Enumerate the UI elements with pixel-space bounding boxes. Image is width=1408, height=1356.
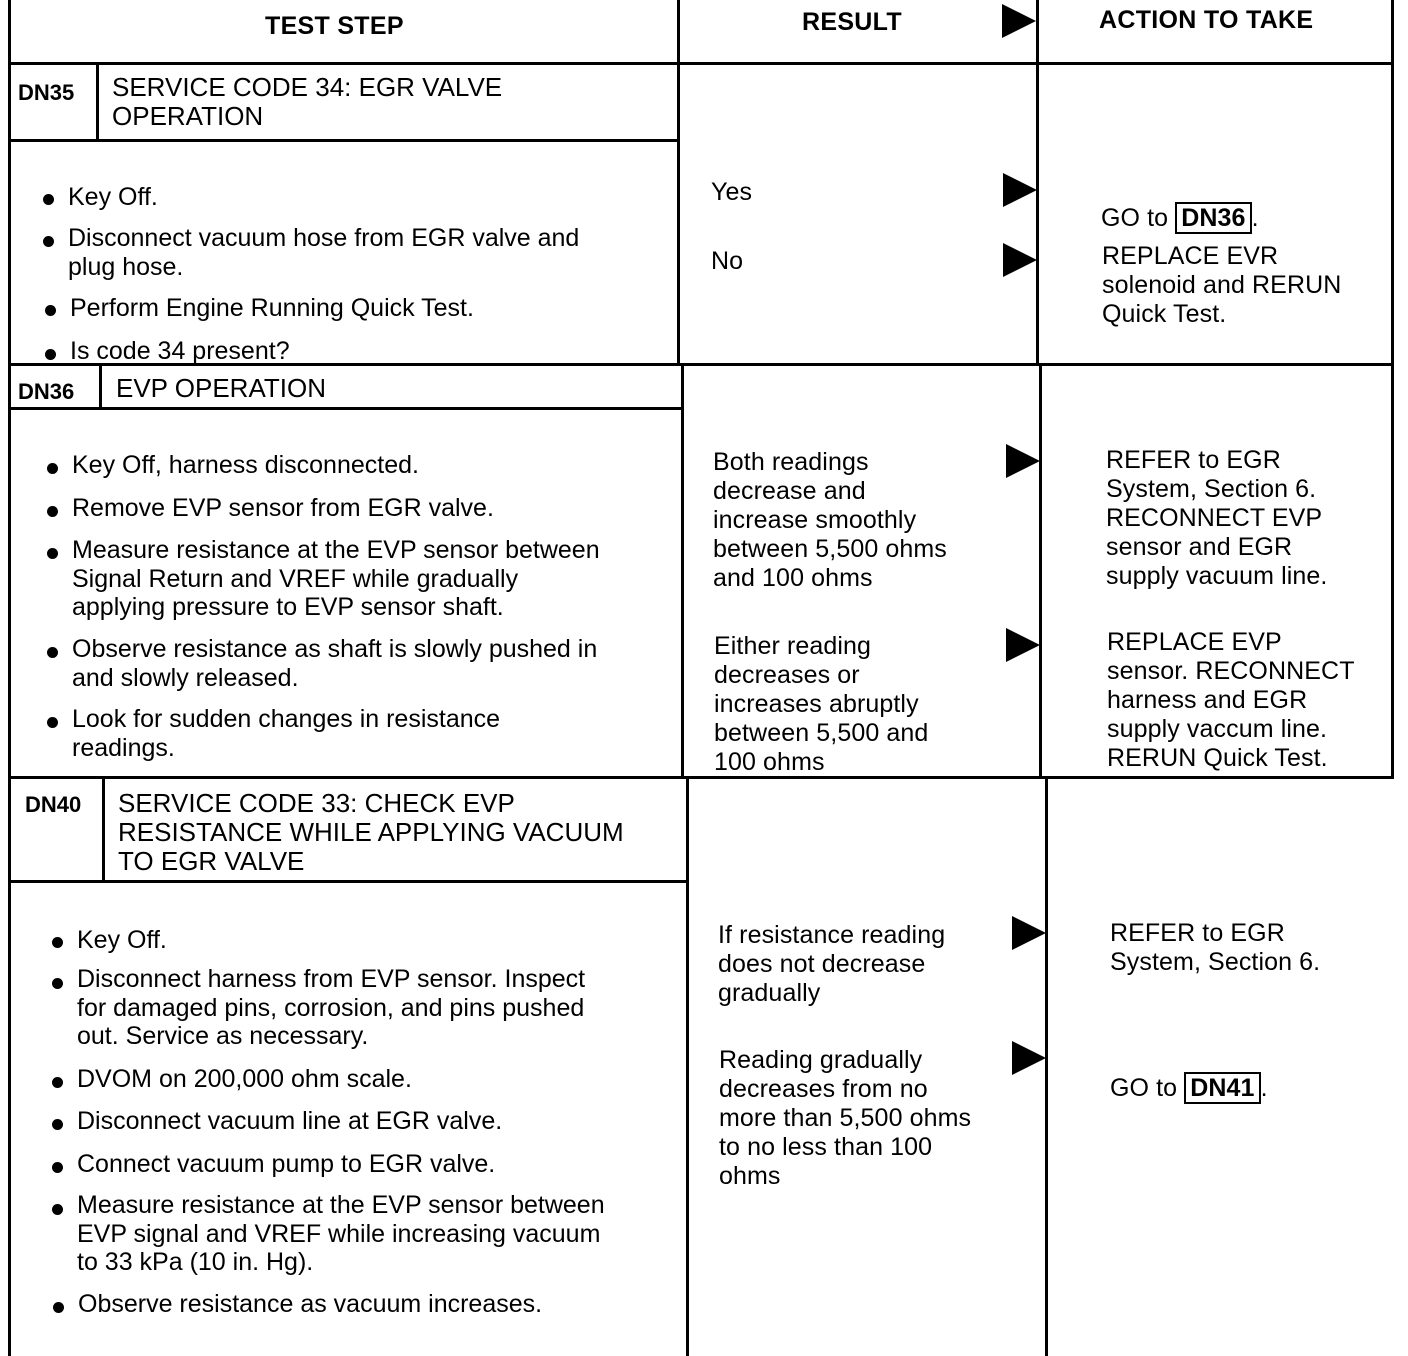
test-step-bullet: Connect vacuum pump to EGR valve. [77, 1150, 496, 1178]
result-arrow-icon [1006, 444, 1040, 478]
bullet-icon [52, 937, 63, 948]
column-divider-test-result [686, 778, 689, 1356]
step-reference-link[interactable]: DN36 [1175, 202, 1251, 234]
result-arrow-icon [1003, 243, 1037, 277]
test-step-bullet: Measure resistance at the EVP sensor between EVP signal and VREF while increasing vacuum to 33 kPa (10 in. Hg). [77, 1191, 605, 1276]
bullet-icon [47, 647, 58, 658]
bullet-icon [45, 305, 56, 316]
action-text: REPLACE EVR solenoid and RERUN Quick Test. [1102, 242, 1342, 328]
test-step-bullet: DVOM on 200,000 ohm scale. [77, 1065, 412, 1093]
result-text: Reading gradually decreases from no more than 5,500 ohms to no less than 100 ohms [719, 1046, 972, 1190]
step-title: SERVICE CODE 33: CHECK EVP RESISTANCE WHILE APPLYING VACUUM TO EGR VALVE [118, 788, 624, 876]
test-step-bullet: Look for sudden changes in resistance readings. [72, 705, 501, 762]
test-step-bullet: Key Off, harness disconnected. [72, 451, 419, 479]
result-arrow-icon [1012, 916, 1046, 950]
title-box-rule [8, 407, 682, 410]
result-text: Both readings decrease and increase smoothly between 5,500 ohms and 100 ohms [713, 448, 947, 592]
test-step-bullet: Disconnect vacuum hose from EGR valve and plug hose. [68, 224, 580, 281]
table-left-border [8, 0, 11, 1356]
title-box-divider [99, 365, 102, 409]
bullet-icon [53, 1302, 64, 1313]
test-step-bullet: Disconnect harness from EVP sensor. Inspect for damaged pins, corrosion, and pins pushed out. Service as necessary. [77, 965, 586, 1050]
action-text: REFER to EGR System, Section 6. [1110, 919, 1321, 976]
result-arrow-icon [1003, 173, 1037, 207]
header-arrow-icon [1002, 4, 1036, 38]
step-code: DN36 [18, 379, 75, 404]
bullet-icon [52, 978, 63, 989]
result-text: No [711, 247, 744, 275]
step-title: EVP OPERATION [116, 373, 326, 403]
header-result: RESULT [802, 8, 902, 36]
bullet-icon [52, 1162, 63, 1173]
title-box-rule [8, 139, 678, 142]
bullet-icon [47, 463, 58, 474]
step-title: SERVICE CODE 34: EGR VALVE OPERATION [112, 72, 503, 131]
step-reference-link[interactable]: DN41 [1184, 1072, 1260, 1104]
bullet-icon [52, 1204, 63, 1215]
result-text: Yes [711, 178, 753, 206]
bullet-icon [47, 506, 58, 517]
test-step-bullet: Remove EVP sensor from EGR valve. [72, 494, 494, 522]
action-suffix: . [1251, 204, 1259, 232]
column-divider-result-action [1039, 365, 1042, 778]
title-box-divider [96, 65, 99, 141]
header-test-step: TEST STEP [265, 12, 404, 40]
test-step-bullet: Key Off. [77, 926, 167, 954]
test-step-bullet: Perform Engine Running Quick Test. [70, 294, 474, 322]
step-code: DN35 [18, 80, 75, 105]
test-step-bullet: Is code 34 present? [70, 337, 290, 365]
table-right-border [1391, 0, 1394, 778]
step-code: DN40 [25, 792, 82, 817]
bullet-icon [47, 548, 58, 559]
test-step-bullet: Disconnect vacuum line at EGR valve. [77, 1107, 503, 1135]
bullet-icon [47, 717, 58, 728]
test-step-bullet: Key Off. [68, 183, 158, 211]
action-text: REPLACE EVP sensor. RECONNECT harness and EGR supply vaccum line. RERUN Quick Test. [1107, 628, 1355, 772]
title-box-divider [102, 778, 105, 882]
bullet-icon [43, 194, 54, 205]
test-step-bullet: Observe resistance as shaft is slowly pushed in and slowly released. [72, 635, 598, 692]
column-divider-test-result [681, 365, 684, 778]
test-step-bullet: Measure resistance at the EVP sensor between Signal Return and VREF while gradually applying pressure to EVP sensor shaft. [72, 536, 600, 621]
result-arrow-icon [1012, 1041, 1046, 1075]
action-goto [1110, 1043, 1268, 1104]
result-arrow-icon [1006, 628, 1040, 662]
header-bottom-rule [8, 62, 1394, 65]
bullet-icon [45, 349, 56, 360]
action-suffix: . [1260, 1074, 1268, 1102]
action-text: REFER to EGR System, Section 6. RECONNECT EVP sensor and EGR supply vacuum line. [1106, 446, 1328, 590]
bullet-icon [43, 236, 54, 247]
action-goto [1101, 173, 1259, 234]
result-text: If resistance reading does not decrease gradually [718, 921, 946, 1007]
bullet-icon [52, 1077, 63, 1088]
bullet-icon [52, 1119, 63, 1130]
test-step-bullet: Observe resistance as vacuum increases. [78, 1290, 543, 1318]
row-divider [8, 776, 1394, 779]
column-divider-test-result [677, 0, 680, 365]
action-prefix: GO to [1101, 204, 1176, 232]
action-prefix: GO to [1110, 1074, 1185, 1102]
title-box-rule [8, 880, 687, 883]
header-action: ACTION TO TAKE [1099, 6, 1314, 34]
result-text: Either reading decreases or increases abruptly between 5,500 and 100 ohms [714, 632, 929, 776]
